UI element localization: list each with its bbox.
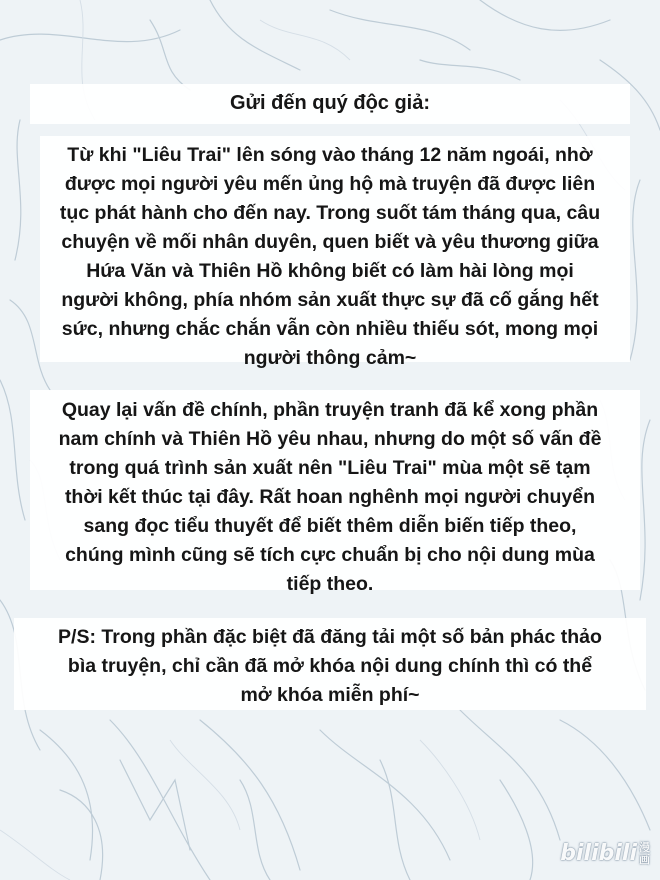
- paragraph-line: bìa truyện, chỉ cần đã mở khóa nội dung chính thì có thể: [67, 655, 593, 677]
- watermark-sub: [639, 842, 650, 866]
- paragraph-line: P/S: Trong phần đặc biệt đã đăng tải một số bản phác thảo: [58, 626, 602, 648]
- paragraph-line: tục phát hành cho đến nay. Trong suốt tám tháng qua, câu: [59, 202, 601, 224]
- paragraph-line: mở khóa miễn phí~: [240, 684, 420, 706]
- paragraph-line: người không, phía nhóm sản xuất thực sự đã cố gắng hết: [61, 289, 599, 311]
- paragraph-line: chúng mình cũng sẽ tích cực chuẩn bị cho nội dung mùa: [65, 544, 595, 566]
- paragraph-line: Từ khi "Liêu Trai" lên sóng vào tháng 12 năm ngoái, nhờ: [67, 144, 593, 166]
- watermark-sub-top: 漫: [639, 840, 650, 854]
- letter-title: [0, 89, 660, 118]
- paragraph-line: tiếp theo.: [286, 573, 374, 595]
- paragraph-line: được mọi người yêu mến ủng hộ mà truyện đã được liên: [64, 173, 596, 195]
- paragraph-line: Hứa Văn và Thiên Hồ không biết có làm hài lòng mọi: [86, 260, 574, 282]
- paragraph-line: thời kết thúc tại đây. Rất hoan nghênh mọi người chuyển: [64, 486, 596, 508]
- paragraph-line: người thông cảm~: [243, 347, 417, 369]
- watermark-sub-bottom: 画: [639, 852, 650, 866]
- paragraph-line: trong quá trình sản xuất nên "Liêu Trai" mùa một sẽ tạm: [69, 457, 591, 479]
- bilibili-watermark: [560, 841, 650, 866]
- paragraph-line: Quay lại vấn đề chính, phần truyện tranh đã kể xong phần: [61, 399, 599, 421]
- paragraph-line: chuyện về mối nhân duyên, quen biết và yêu thương giữa: [61, 231, 599, 253]
- watermark-brand: bilibili: [560, 841, 637, 866]
- paragraph-line: sang đọc tiểu thuyết để biết thêm diễn biến tiếp theo,: [83, 515, 577, 537]
- letter-title-text: Gửi đến quý độc giả:: [229, 92, 431, 114]
- paragraph-line: nam chính và Thiên Hồ yêu nhau, nhưng do một số vấn đề: [58, 428, 602, 450]
- paragraph-line: sức, nhưng chắc chắn vẫn còn nhiều thiếu sót, mong mọi: [61, 318, 599, 340]
- letter-paragraph-2: [0, 396, 660, 599]
- letter-postscript: [0, 623, 660, 710]
- letter-paragraph-1: [0, 141, 660, 373]
